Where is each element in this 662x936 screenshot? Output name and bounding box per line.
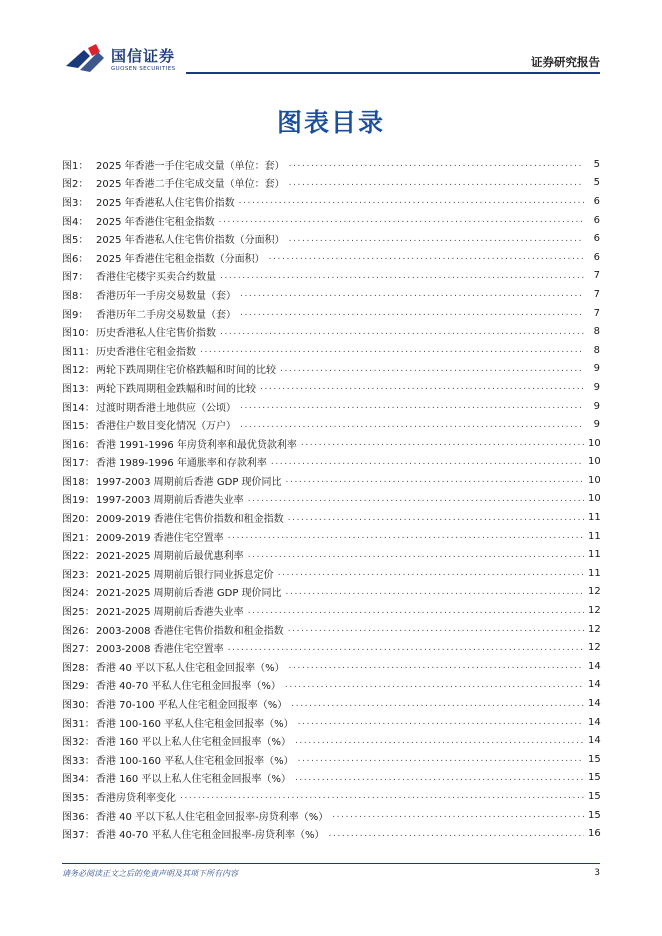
toc-page-number: 5 (593, 158, 600, 170)
toc-entry[interactable] (62, 341, 600, 360)
toc-entry[interactable] (62, 304, 600, 323)
toc-entry[interactable] (62, 527, 600, 546)
toc-page-number: 14 (588, 660, 601, 672)
toc-entry[interactable] (62, 545, 600, 564)
toc-page-number: 12 (588, 605, 601, 617)
toc-page-number: 11 (588, 549, 601, 561)
toc-dot-leader (295, 736, 584, 746)
toc-figure-title: 历史香港住宅租金指数 (96, 346, 196, 358)
toc-dot-leader (280, 364, 584, 374)
toc-figure-title: 2021-2025 周期前后银行同业拆息定价 (96, 569, 274, 581)
toc-entry[interactable] (62, 397, 600, 416)
toc-figure-title: 2025 年香港住宅租金指数（分面积） (96, 253, 265, 265)
page-title: 图表目录 (276, 108, 385, 137)
toc-figure-number: 图11： (62, 346, 95, 358)
toc-dot-leader (298, 717, 584, 727)
toc-page-number: 14 (588, 735, 601, 747)
toc-page-number: 16 (588, 828, 601, 840)
toc-figure-title: 香港 40 平以下私人住宅租金回报率-房贷利率（%） (96, 811, 329, 823)
toc-dot-leader (260, 382, 584, 392)
toc-page-number: 7 (593, 288, 600, 300)
toc-figure-number: 图20： (62, 514, 95, 526)
toc-dot-leader (289, 234, 584, 244)
toc-dot-leader (200, 345, 584, 355)
toc-figure-title: 1997-2003 周期前后香港失业率 (96, 495, 244, 507)
toc-figure-number: 图24： (62, 588, 95, 600)
logo-chinese-name: 国信证券 (111, 47, 176, 65)
toc-page-number: 14 (588, 698, 601, 710)
toc-figure-number: 图14： (62, 402, 95, 414)
toc-figure-number: 图18： (62, 476, 95, 488)
toc-figure-number: 图10： (62, 328, 95, 340)
toc-dot-leader (248, 606, 584, 616)
toc-entry[interactable] (62, 769, 600, 788)
toc-figure-number: 图15： (62, 421, 95, 433)
toc-entry[interactable] (62, 601, 600, 620)
toc-dot-leader (219, 215, 584, 225)
toc-entry[interactable] (62, 490, 600, 509)
toc-figure-number: 图31： (62, 718, 95, 730)
toc-entry[interactable] (62, 229, 600, 248)
toc-figure-number: 图1： (62, 160, 89, 172)
footer-page-number: 3 (594, 868, 600, 878)
toc-entry[interactable] (62, 434, 600, 453)
toc-figure-number: 图9： (62, 309, 89, 321)
toc-figure-title: 香港 40 平以下私人住宅租金回报率（%） (96, 662, 285, 674)
toc-dot-leader (240, 308, 584, 318)
toc-entry[interactable] (62, 360, 600, 379)
toc-figure-title: 香港 1989-1996 年通胀率和存款利率 (96, 458, 267, 470)
toc-figure-title: 香港 160 平以上私人住宅租金回报率（%） (96, 774, 291, 786)
toc-entry[interactable] (62, 824, 600, 843)
toc-dot-leader (180, 791, 584, 801)
toc-figure-title: 香港历年二手房交易数量（套） (96, 309, 236, 321)
toc-dot-leader (228, 531, 584, 541)
toc-entry[interactable] (62, 564, 600, 583)
toc-figure-title: 2021-2025 周期前后香港失业率 (96, 607, 244, 619)
toc-dot-leader (329, 829, 584, 839)
toc-dot-leader (289, 159, 584, 169)
toc-figure-number: 图7： (62, 272, 89, 284)
toc-dot-leader (286, 475, 584, 485)
toc-page-number: 6 (593, 251, 600, 263)
report-type-label: 证券研究报告 (531, 55, 600, 69)
toc-figure-number: 图2： (62, 179, 89, 191)
figure-index-list (62, 155, 600, 843)
toc-figure-title: 2025 年香港私人住宅售价指数 (96, 197, 235, 209)
toc-figure-title: 香港 70-100 平私人住宅租金回报率（%） (96, 700, 288, 712)
toc-dot-leader (271, 457, 584, 467)
toc-dot-leader (220, 271, 584, 281)
toc-figure-title: 2025 年香港一手住宅成交量（单位：套） (96, 160, 285, 172)
toc-figure-number: 图22： (62, 551, 95, 563)
toc-dot-leader (248, 550, 584, 560)
toc-figure-title: 香港历年一手房交易数量（套） (96, 290, 236, 302)
toc-figure-title: 香港住宅楼宇买卖合约数量 (96, 272, 216, 284)
toc-figure-title: 2009-2019 香港住宅售价指数和租金指数 (96, 514, 284, 526)
guosen-logo (64, 42, 184, 78)
toc-figure-title: 1997-2003 周期前后香港 GDP 现价同比 (96, 476, 282, 488)
toc-dot-leader (248, 494, 584, 504)
toc-page-number: 8 (593, 326, 600, 338)
toc-figure-title: 2003-2008 香港住宅空置率 (96, 644, 224, 656)
toc-dot-leader (269, 252, 584, 262)
toc-entry[interactable] (62, 415, 600, 434)
toc-figure-title: 两轮下跌周期租金跌幅和时间的比较 (96, 383, 256, 395)
toc-page-number: 6 (593, 214, 600, 226)
toc-dot-leader (220, 327, 584, 337)
toc-page-number: 14 (588, 679, 601, 691)
toc-figure-number: 图34： (62, 774, 95, 786)
toc-entry[interactable] (62, 620, 600, 639)
toc-figure-title: 2025 年香港二手住宅成交量（单位：套） (96, 179, 285, 191)
toc-page-number: 10 (588, 437, 601, 449)
toc-figure-title: 香港 160 平以上私人住宅租金回报率（%） (96, 737, 291, 749)
toc-entry[interactable] (62, 657, 600, 676)
toc-dot-leader (288, 513, 584, 523)
toc-figure-number: 图29： (62, 681, 95, 693)
toc-dot-leader (332, 810, 584, 820)
toc-page-number: 10 (588, 493, 601, 505)
toc-dot-leader (278, 568, 584, 578)
toc-figure-title: 香港 100-160 平私人住宅租金回报率（%） (96, 755, 294, 767)
toc-entry[interactable] (62, 322, 600, 341)
toc-page-number: 8 (593, 344, 600, 356)
toc-entry[interactable] (62, 453, 600, 472)
toc-page-number: 15 (588, 790, 601, 802)
toc-page-number: 7 (593, 307, 600, 319)
toc-entry[interactable] (62, 583, 600, 602)
footer-disclaimer: 请务必阅读正文之后的免责声明及其项下所有内容 (62, 869, 238, 878)
toc-dot-leader (289, 661, 584, 671)
toc-figure-title: 香港 100-160 平私人住宅租金回报率（%） (96, 718, 294, 730)
toc-dot-leader (240, 289, 584, 299)
toc-page-number: 7 (593, 270, 600, 282)
toc-dot-leader (286, 587, 584, 597)
toc-dot-leader (288, 624, 584, 634)
toc-page-number: 10 (588, 456, 601, 468)
toc-figure-title: 两轮下跌周期住宅价格跌幅和时间的比较 (96, 365, 276, 377)
toc-page-number: 14 (588, 716, 601, 728)
toc-dot-leader (291, 699, 584, 709)
toc-page-number: 11 (588, 530, 601, 542)
toc-figure-number: 图19： (62, 495, 95, 507)
toc-dot-leader (295, 773, 584, 783)
toc-entry[interactable] (62, 806, 600, 825)
toc-figure-title: 2003-2008 香港住宅售价指数和租金指数 (96, 625, 284, 637)
logo-english-name: GUOSEN SECURITIES (111, 66, 176, 72)
toc-dot-leader (298, 754, 584, 764)
toc-figure-title: 2025 年香港住宅租金指数 (96, 216, 215, 228)
toc-figure-number: 图37： (62, 830, 95, 842)
toc-figure-number: 图13： (62, 383, 95, 395)
toc-figure-number: 图33： (62, 755, 95, 767)
toc-dot-leader (239, 196, 584, 206)
toc-page-number: 5 (593, 177, 600, 189)
toc-page-number: 12 (588, 623, 601, 635)
toc-figure-number: 图23： (62, 569, 95, 581)
toc-figure-number: 图28： (62, 662, 95, 674)
toc-page-number: 12 (588, 642, 601, 654)
toc-page-number: 11 (588, 567, 601, 579)
toc-figure-number: 图17： (62, 458, 95, 470)
page-header (0, 0, 662, 80)
toc-figure-title: 2021-2025 周期前后香港 GDP 现价同比 (96, 588, 282, 600)
guosen-logo-mark-icon (64, 42, 108, 76)
toc-entry[interactable] (62, 508, 600, 527)
toc-entry[interactable] (62, 713, 600, 732)
toc-figure-number: 图12： (62, 365, 95, 377)
toc-entry[interactable] (62, 694, 600, 713)
toc-page-number: 6 (593, 195, 600, 207)
toc-page-number: 15 (588, 772, 601, 784)
toc-entry[interactable] (62, 285, 600, 304)
toc-page-number: 12 (588, 586, 601, 598)
toc-page-number: 9 (593, 419, 600, 431)
toc-page-number: 15 (588, 809, 601, 821)
toc-entry[interactable] (62, 155, 600, 174)
toc-figure-title: 香港 40-70 平私人住宅租金回报率（%） (96, 681, 281, 693)
toc-page-number: 11 (588, 512, 601, 524)
toc-figure-number: 图6： (62, 253, 89, 265)
toc-entry[interactable] (62, 267, 600, 286)
toc-figure-number: 图27： (62, 644, 95, 656)
toc-entry[interactable] (62, 638, 600, 657)
toc-figure-title: 2025 年香港私人住宅售价指数（分面积） (96, 235, 285, 247)
toc-figure-number: 图5： (62, 235, 89, 247)
toc-page-number: 15 (588, 753, 601, 765)
toc-figure-number: 图30： (62, 700, 95, 712)
toc-figure-number: 图3： (62, 197, 89, 209)
toc-figure-number: 图26： (62, 625, 95, 637)
toc-figure-title: 香港 40-70 平私人住宅租金回报率-房贷利率（%） (96, 830, 325, 842)
toc-page-number: 9 (593, 363, 600, 375)
toc-entry[interactable] (62, 248, 600, 267)
toc-entry[interactable] (62, 192, 600, 211)
toc-entry[interactable] (62, 787, 600, 806)
toc-page-number: 9 (593, 400, 600, 412)
toc-figure-number: 图16： (62, 439, 95, 451)
toc-figure-number: 图8： (62, 290, 89, 302)
toc-page-number: 6 (593, 233, 600, 245)
footer-divider (62, 863, 600, 864)
toc-dot-leader (228, 643, 584, 653)
toc-figure-number: 图35： (62, 792, 95, 804)
toc-entry[interactable] (62, 174, 600, 193)
toc-figure-number: 图21： (62, 532, 95, 544)
toc-entry[interactable] (62, 471, 600, 490)
toc-dot-leader (240, 420, 584, 430)
toc-figure-title: 香港住户数目变化情况（万户） (96, 421, 236, 433)
toc-entry[interactable] (62, 211, 600, 230)
toc-figure-title: 香港房贷利率变化 (96, 792, 176, 804)
toc-figure-title: 过渡时期香港土地供应（公顷） (96, 402, 236, 414)
toc-entry[interactable] (62, 750, 600, 769)
toc-dot-leader (289, 178, 584, 188)
toc-figure-title: 香港 1991-1996 年房贷利率和最优贷款利率 (96, 439, 297, 451)
header-divider (186, 72, 600, 74)
toc-page-number: 10 (588, 474, 601, 486)
toc-page-number: 9 (593, 381, 600, 393)
toc-entry[interactable] (62, 731, 600, 750)
toc-figure-number: 图32： (62, 737, 95, 749)
toc-figure-number: 图25： (62, 607, 95, 619)
toc-figure-number: 图4： (62, 216, 89, 228)
toc-dot-leader (240, 401, 584, 411)
toc-dot-leader (301, 438, 584, 448)
toc-figure-title: 历史香港私人住宅售价指数 (96, 328, 216, 340)
toc-entry[interactable] (62, 378, 600, 397)
toc-figure-number: 图36： (62, 811, 95, 823)
toc-figure-title: 2021-2025 周期前后最优惠利率 (96, 551, 244, 563)
toc-dot-leader (285, 680, 584, 690)
toc-figure-title: 2009-2019 香港住宅空置率 (96, 532, 224, 544)
toc-entry[interactable] (62, 676, 600, 695)
